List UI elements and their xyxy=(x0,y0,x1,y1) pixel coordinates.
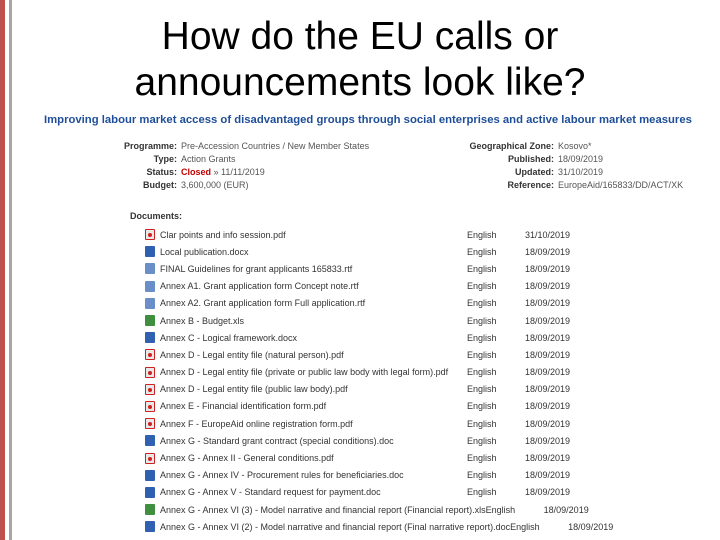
meta-value: EuropeAid/165833/DD/ACT/XK xyxy=(558,180,684,190)
document-row xyxy=(145,381,585,398)
document-row xyxy=(145,346,585,363)
doc-file-icon xyxy=(145,435,155,446)
document-language: English xyxy=(467,315,497,326)
document-link[interactable]: Annex G - Annex IV - Procurement rules for beneficiaries.doc xyxy=(160,470,404,481)
doc-file-icon xyxy=(145,332,155,343)
pdf-file-icon xyxy=(145,384,155,395)
meta-row-zone xyxy=(430,140,683,153)
document-link[interactable]: Annex D - Legal entity file (private or public law body with legal form).pdf xyxy=(160,367,449,378)
document-link[interactable]: Annex A1. Grant application form Concept note.rtf xyxy=(160,281,359,292)
document-date: 18/09/2019 xyxy=(525,332,571,343)
slide-title-line1: How do the EU calls or xyxy=(161,15,559,58)
document-row xyxy=(145,398,585,415)
document-date: 18/09/2019 xyxy=(525,487,571,498)
meta-row-reference xyxy=(430,179,683,192)
status-badge: Closed xyxy=(181,167,212,177)
document-row xyxy=(145,260,585,277)
document-link[interactable]: Annex G - Annex VI (2) - Model narrative and financial report (Final narrative report).doc xyxy=(160,521,511,532)
document-row xyxy=(145,312,585,329)
document-language: English xyxy=(467,349,497,360)
document-language: English xyxy=(467,298,497,309)
document-language: English xyxy=(467,401,497,412)
document-link[interactable]: Annex E - Financial identification form.pdf xyxy=(160,401,327,412)
document-link[interactable]: Annex F - EuropeAid online registration form.pdf xyxy=(160,418,353,429)
meta-label: Geographical Zone: xyxy=(469,141,554,151)
document-link[interactable]: Local publication.docx xyxy=(160,246,249,257)
document-language: English xyxy=(467,384,497,395)
document-row xyxy=(145,329,585,346)
documents-heading: Documents: xyxy=(130,211,183,221)
document-row xyxy=(145,501,589,518)
meta-row-type xyxy=(110,153,369,166)
meta-row-programme xyxy=(110,140,369,153)
pdf-file-icon xyxy=(145,367,155,378)
document-language: English xyxy=(467,470,497,481)
document-row xyxy=(145,243,585,260)
document-row xyxy=(145,278,585,295)
document-row xyxy=(145,295,585,312)
meta-value: 31/10/2019 xyxy=(558,167,604,177)
document-link[interactable]: Annex G - Standard grant contract (special conditions).doc xyxy=(160,435,394,446)
pdf-file-icon xyxy=(145,418,155,429)
meta-row-updated xyxy=(430,166,683,179)
xls-file-icon xyxy=(145,504,155,515)
doc-file-icon xyxy=(145,246,155,257)
document-row xyxy=(145,226,585,243)
document-link[interactable]: Annex G - Annex VI (3) - Model narrative and financial report (Financial report).xls xyxy=(160,504,486,515)
meta-label: Reference: xyxy=(507,180,554,190)
document-date: 18/09/2019 xyxy=(525,453,571,464)
meta-label: Type: xyxy=(153,154,177,164)
pdf-file-icon xyxy=(145,349,155,360)
doc-file-icon xyxy=(145,470,155,481)
document-date: 18/09/2019 xyxy=(568,521,614,532)
document-link[interactable]: Annex D - Legal entity file (natural person).pdf xyxy=(160,349,344,360)
document-date: 18/09/2019 xyxy=(525,384,571,395)
meta-value: 18/09/2019 xyxy=(558,154,604,164)
document-date: 18/09/2019 xyxy=(525,418,571,429)
meta-value: Action Grants xyxy=(181,154,236,164)
document-language: English xyxy=(467,246,497,257)
document-date: 18/09/2019 xyxy=(525,315,571,326)
document-row xyxy=(145,467,585,484)
document-row xyxy=(145,415,585,432)
document-link[interactable]: Annex G - Annex II - General conditions.pdf xyxy=(160,453,334,464)
document-language: English xyxy=(467,418,497,429)
doc-file-icon xyxy=(145,521,155,532)
document-link[interactable]: Annex D - Legal entity file (public law body).pdf xyxy=(160,384,348,395)
documents-list xyxy=(145,226,614,535)
xls-file-icon xyxy=(145,315,155,326)
document-language: English xyxy=(467,263,497,274)
pdf-file-icon xyxy=(145,401,155,412)
document-date: 18/09/2019 xyxy=(525,263,571,274)
document-language: English xyxy=(467,281,497,292)
rtf-file-icon xyxy=(145,263,155,274)
document-link[interactable]: Annex A2. Grant application form Full application.rtf xyxy=(160,298,366,309)
document-date: 18/09/2019 xyxy=(543,504,589,515)
document-date: 31/10/2019 xyxy=(525,229,571,240)
meta-value: Kosovo* xyxy=(558,141,592,151)
document-row xyxy=(145,364,585,381)
meta-label: Published: xyxy=(507,154,554,164)
pdf-file-icon xyxy=(145,453,155,464)
document-row xyxy=(145,484,585,501)
document-row xyxy=(145,449,585,466)
document-language: English xyxy=(467,453,497,464)
meta-row-published xyxy=(430,153,683,166)
document-row xyxy=(145,518,614,535)
document-date: 18/09/2019 xyxy=(525,281,571,292)
meta-value: 3,600,000 (EUR) xyxy=(181,180,249,190)
document-language: English xyxy=(467,229,497,240)
doc-file-icon xyxy=(145,487,155,498)
document-date: 18/09/2019 xyxy=(525,401,571,412)
meta-row-budget xyxy=(110,179,369,192)
call-title-link[interactable]: Improving labour market access of disadvantaged groups through social enterprises and active labour market measures xyxy=(44,114,692,126)
meta-label: Updated: xyxy=(515,167,554,177)
accent-bar-red xyxy=(0,0,5,540)
document-link[interactable]: Clar points and info session.pdf xyxy=(160,229,286,240)
meta-value: Pre-Accession Countries / New Member States xyxy=(181,141,370,151)
document-link[interactable]: Annex G - Annex V - Standard request for payment.doc xyxy=(160,487,381,498)
document-language: English xyxy=(467,435,497,446)
document-date: 18/09/2019 xyxy=(525,367,571,378)
document-language: English xyxy=(467,332,497,343)
document-language: English xyxy=(485,504,516,515)
call-meta-left xyxy=(110,140,369,192)
document-date: 18/09/2019 xyxy=(525,246,571,257)
meta-label: Budget: xyxy=(143,180,177,190)
slide-title-line2: announcements look like? xyxy=(134,61,586,104)
slide-title xyxy=(100,14,620,106)
document-link[interactable]: Annex B - Budget.xls xyxy=(160,315,245,326)
document-language: English xyxy=(510,521,540,532)
document-link[interactable]: Annex C - Logical framework.docx xyxy=(160,332,298,343)
pdf-file-icon xyxy=(145,229,155,240)
document-row xyxy=(145,432,585,449)
document-date: 18/09/2019 xyxy=(525,298,571,309)
document-date: 18/09/2019 xyxy=(525,435,571,446)
document-language: English xyxy=(467,487,497,498)
rtf-file-icon xyxy=(145,298,155,309)
meta-label: Programme: xyxy=(123,141,177,151)
rtf-file-icon xyxy=(145,281,155,292)
accent-bar-gray xyxy=(9,0,12,540)
meta-row-status xyxy=(110,166,369,179)
document-link[interactable]: FINAL Guidelines for grant applicants 165833.rtf xyxy=(160,263,353,274)
meta-label: Status: xyxy=(146,167,177,177)
document-date: 18/09/2019 xyxy=(525,349,571,360)
call-meta-right xyxy=(430,140,683,192)
status-date: » 11/11/2019 xyxy=(213,167,265,177)
document-language: English xyxy=(467,367,497,378)
document-date: 18/09/2019 xyxy=(525,470,571,481)
